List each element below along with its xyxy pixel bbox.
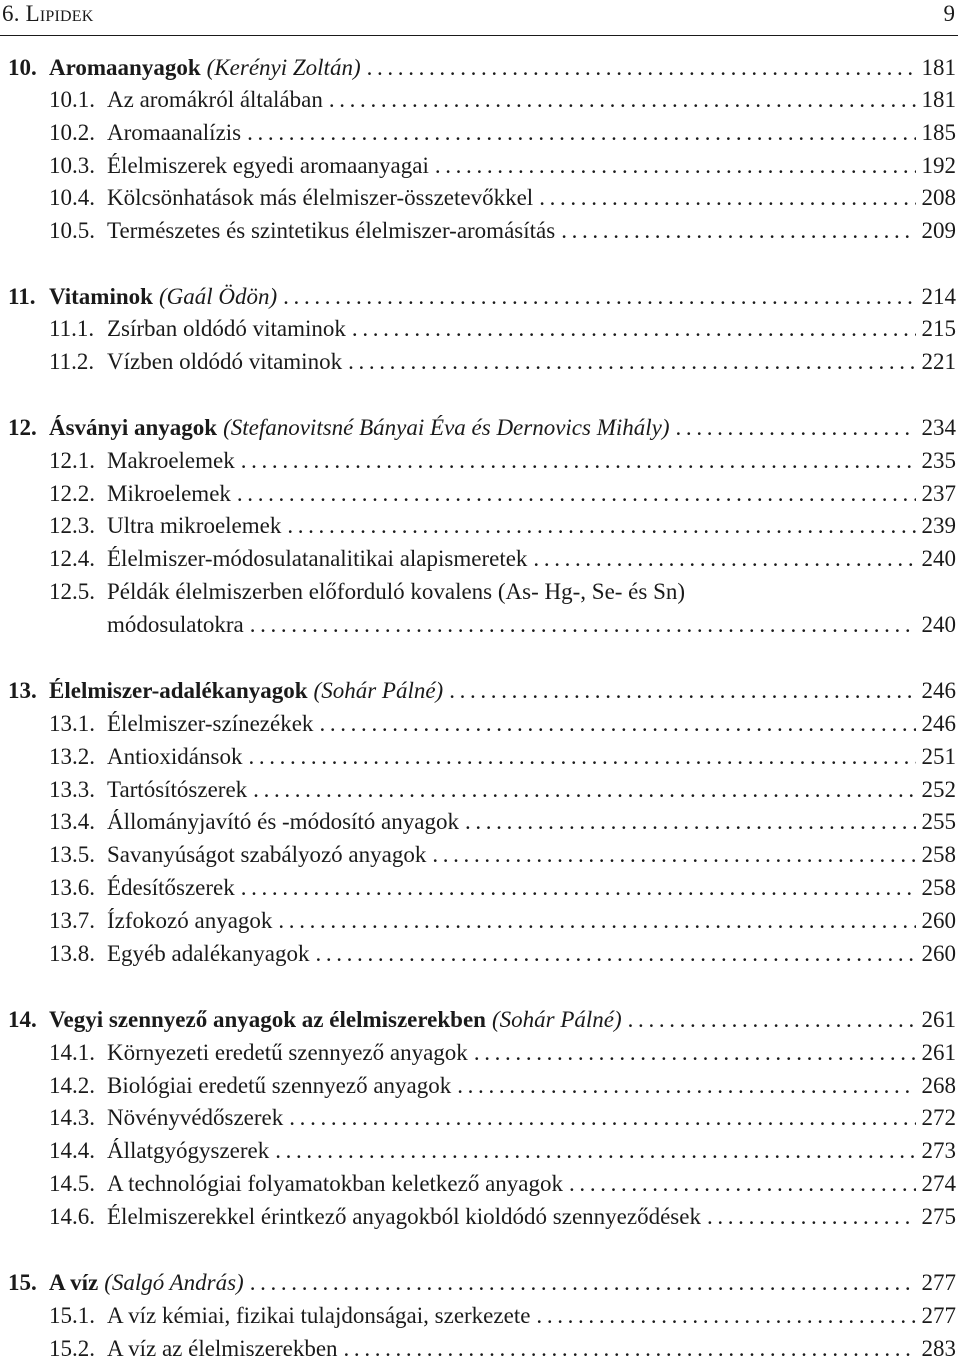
dot-leader: [247, 117, 916, 149]
toc-entry-page-number: 258: [921, 875, 956, 900]
toc-entry-page-number: 260: [921, 941, 956, 966]
toc-entry-page-number: 221: [921, 349, 956, 374]
toc-section-entry[interactable]: [49, 708, 956, 740]
toc-section-entry[interactable]: [49, 1037, 956, 1069]
toc-entry-page-number: 261: [921, 1007, 956, 1032]
toc-entry-title: Növényvédőszerek: [107, 1105, 284, 1130]
toc-entry-number: 14.3.: [49, 1105, 95, 1130]
toc-entry-title: Természetes és szintetikus élelmiszer-aromásítás: [107, 218, 556, 243]
toc-entry-title: Környezeti eredetű szennyező anyagok: [107, 1040, 468, 1065]
toc-entry-number: 14.2.: [49, 1073, 95, 1098]
toc-entry-title: Élelmiszerekkel érintkező anyagokból kioldódó szennyeződések: [107, 1204, 701, 1229]
toc-entry-number: 13.4.: [49, 809, 95, 834]
toc-entry-page-number: 273: [921, 1138, 956, 1163]
toc-entry-title: Állományjavító és -módosító anyagok: [107, 809, 459, 834]
toc-entry-title: Ízfokozó anyagok: [107, 908, 273, 933]
dot-leader: [237, 478, 916, 510]
toc-entry-page-number: 272: [921, 1105, 956, 1130]
toc-section-entry[interactable]: [49, 806, 956, 838]
toc-entry-page-number: 239: [921, 513, 956, 538]
toc-entry-title: Élelmiszer-színezékek: [107, 711, 314, 736]
toc-entry-title: A víz kémiai, fizikai tulajdonságai, szerkezete: [107, 1303, 531, 1328]
toc-entry-page-number: 209: [921, 218, 956, 243]
toc-entry-title: Ásványi anyagok: [49, 415, 218, 440]
toc-section-entry[interactable]: [49, 905, 956, 937]
dot-leader: [676, 412, 916, 444]
toc-entry-page-number: 258: [921, 842, 956, 867]
dot-leader: [465, 806, 916, 838]
toc-entry-title: Vegyi szennyező anyagok az élelmiszerekben: [49, 1007, 486, 1032]
toc-entry-number: 11.: [8, 284, 36, 309]
toc-chapter-entry[interactable]: [8, 281, 956, 313]
toc-entry-page-number: 246: [921, 711, 956, 736]
toc-chapter-entry[interactable]: [8, 675, 956, 707]
toc-entry-title: Állatgyógyszerek: [107, 1138, 270, 1163]
toc-section-entry[interactable]: [49, 346, 956, 378]
dot-leader: [367, 52, 916, 84]
toc-entry-page-number: 260: [921, 908, 956, 933]
toc-section-entry[interactable]: [49, 1168, 956, 1200]
toc-section-entry[interactable]: [49, 117, 956, 149]
toc-section-entry[interactable]: [49, 839, 956, 871]
toc-entry-number: 10.2.: [49, 120, 95, 145]
toc-entry-page-number: 234: [921, 415, 956, 440]
toc-entry-author: (Sohár Pálné): [313, 678, 444, 703]
toc-section-entry[interactable]: [49, 182, 956, 214]
dot-leader: [289, 1102, 916, 1134]
toc-section-entry[interactable]: [49, 872, 956, 904]
dot-leader: [536, 1300, 916, 1332]
toc-entry-number: 12.3.: [49, 513, 95, 538]
toc-section-entry[interactable]: [49, 1201, 956, 1233]
toc-section-entry[interactable]: [49, 1300, 956, 1332]
toc-entry-number: 12.1.: [49, 448, 95, 473]
toc-entry-number: 12.2.: [49, 481, 95, 506]
toc-entry-title: Aromaanalízis: [107, 120, 242, 145]
toc-entry-page-number: 277: [921, 1303, 956, 1328]
toc-entry-title: A víz: [49, 1270, 99, 1295]
toc-entry-page-number: 261: [921, 1040, 956, 1065]
toc-entry-title: Aromaanyagok: [49, 55, 201, 80]
toc-entry-page-number: 185: [921, 120, 956, 145]
dot-leader: [352, 313, 916, 345]
toc-entry-page-number: 208: [921, 185, 956, 210]
toc-section-entry[interactable]: [49, 543, 956, 575]
toc-entry-page-number: 255: [921, 809, 956, 834]
toc-entry-page-number: 215: [921, 316, 956, 341]
dot-leader: [533, 543, 916, 575]
dot-leader: [707, 1201, 916, 1233]
toc-entry-title: Élelmiszer-módosulatanalitikai alapismeretek: [107, 546, 528, 571]
dot-leader: [315, 938, 916, 970]
toc-entry-number: 10.5.: [49, 218, 95, 243]
toc-entry-page-number: 274: [921, 1171, 956, 1196]
toc-entry-title: Tartósítószerek: [107, 777, 248, 802]
dot-leader: [287, 510, 916, 542]
dot-leader: [344, 1333, 916, 1365]
toc-entry-page-number: 283: [921, 1336, 956, 1361]
toc-section-entry[interactable]: [49, 510, 956, 542]
toc-chapter-entry[interactable]: [8, 412, 956, 444]
running-head-label: 6. Lipidek: [2, 1, 94, 26]
dot-leader: [250, 1267, 916, 1299]
toc-entry-title: Egyéb adalékanyagok: [107, 941, 310, 966]
toc-entry-author: (Salgó András): [104, 1270, 244, 1295]
toc-entry-number: 12.5.: [49, 579, 95, 604]
toc-section-entry[interactable]: [49, 774, 956, 806]
dot-leader: [432, 839, 916, 871]
toc-entry-title: Makroelemek: [107, 448, 235, 473]
dot-leader: [539, 182, 916, 214]
toc-entry-title: Vitaminok: [49, 284, 153, 309]
toc-entry-number: 12.: [8, 415, 37, 440]
dot-leader: [561, 215, 916, 247]
toc-entry-number: 13.5.: [49, 842, 95, 867]
dot-leader: [278, 905, 916, 937]
toc-entry-number: 13.8.: [49, 941, 95, 966]
toc-entry-number: 15.2.: [49, 1336, 95, 1361]
toc-entry-title: módosulatokra: [107, 612, 244, 637]
toc-section-entry[interactable]: [49, 576, 956, 608]
toc-section-entry[interactable]: [49, 1102, 956, 1134]
dot-leader: [241, 445, 916, 477]
toc-entry-title: Édesítőszerek: [107, 875, 235, 900]
toc-section-entry[interactable]: [49, 150, 956, 182]
dot-leader: [457, 1070, 916, 1102]
toc-entry-number: 15.: [8, 1270, 37, 1295]
toc-entry-title: Biológiai eredetű szennyező anyagok: [107, 1073, 452, 1098]
running-head-page-number: 9: [943, 1, 955, 26]
toc-entry-page-number: 181: [921, 87, 956, 112]
dot-leader: [319, 708, 916, 740]
toc-entry-page-number: 275: [921, 1204, 956, 1229]
toc-section-entry[interactable]: [49, 84, 956, 116]
toc-entry-author: (Sohár Pálné): [491, 1007, 622, 1032]
toc-entry-number: 10.: [8, 55, 37, 80]
toc-entry-number: 13.2.: [49, 744, 95, 769]
toc-entry-number: 11.2.: [49, 349, 95, 374]
toc-entry-title: Élelmiszerek egyedi aromaanyagai: [107, 153, 429, 178]
toc-entry-page-number: 246: [921, 678, 956, 703]
toc-entry-number: 12.4.: [49, 546, 95, 571]
toc-entry-page-number: 214: [921, 284, 956, 309]
toc-entry-page-number: 192: [921, 153, 956, 178]
toc-section-entry[interactable]: [49, 1135, 956, 1167]
toc-entry-page-number: 277: [921, 1270, 956, 1295]
toc-entry-author: (Gaál Ödön): [158, 284, 278, 309]
dot-leader: [241, 872, 916, 904]
toc-entry-page-number: 268: [921, 1073, 956, 1098]
toc-entry-page-number: 252: [921, 777, 956, 802]
toc-entry-title: Élelmiszer-adalékanyagok: [49, 678, 308, 703]
toc-section-entry[interactable]: [107, 609, 956, 641]
toc-entry-number: 13.: [8, 678, 37, 703]
toc-entry-title: A víz az élelmiszerekben: [107, 1336, 338, 1361]
dot-leader: [283, 281, 916, 313]
toc-chapter-entry[interactable]: [8, 52, 956, 84]
toc-entry-number: 13.6.: [49, 875, 95, 900]
toc-chapter-entry[interactable]: [8, 1004, 956, 1036]
toc-entry-number: 10.1.: [49, 87, 95, 112]
toc-entry-number: 11.1.: [49, 316, 95, 341]
dot-leader: [329, 84, 916, 116]
toc-entry-number: 10.3.: [49, 153, 95, 178]
toc-entry-title: Ultra mikroelemek: [107, 513, 282, 538]
toc-entry-author: (Stefanovitsné Bányai Éva és Dernovics Mihály): [223, 415, 670, 440]
dot-leader: [253, 774, 916, 806]
dot-leader: [569, 1168, 916, 1200]
toc-entry-number: 14.4.: [49, 1138, 95, 1163]
dot-leader: [275, 1135, 916, 1167]
toc-entry-title: Kölcsönhatások más élelmiszer-összetevőkkel: [107, 185, 534, 210]
toc-entry-number: 14.: [8, 1007, 37, 1032]
toc-entry-number: 10.4.: [49, 185, 95, 210]
toc-section-entry[interactable]: [49, 445, 956, 477]
toc-entry-page-number: 240: [921, 612, 956, 637]
toc-entry-page-number: 240: [921, 546, 956, 571]
toc-section-entry[interactable]: [49, 215, 956, 247]
toc-entry-title: Mikroelemek: [107, 481, 231, 506]
toc-section-entry[interactable]: [49, 1333, 956, 1365]
toc-entry-number: 14.1.: [49, 1040, 95, 1065]
dot-leader: [248, 741, 916, 773]
toc-entry-title: Zsírban oldódó vitaminok: [107, 316, 346, 341]
toc-entry-number: 15.1.: [49, 1303, 95, 1328]
toc-entry-number: 14.6.: [49, 1204, 95, 1229]
toc-entry-title: Vízben oldódó vitaminok: [107, 349, 343, 374]
dot-leader: [474, 1037, 916, 1069]
toc-section-entry[interactable]: [49, 478, 956, 510]
toc-entry-number: 13.3.: [49, 777, 95, 802]
toc-entry-page-number: 235: [921, 448, 956, 473]
toc-entry-title: A technológiai folyamatokban keletkező anyagok: [107, 1171, 564, 1196]
toc-entry-page-number: 181: [921, 55, 956, 80]
toc-section-entry[interactable]: [49, 938, 956, 970]
toc-entry-page-number: 251: [921, 744, 956, 769]
dot-leader: [348, 346, 916, 378]
dot-leader: [435, 150, 916, 182]
toc-section-entry[interactable]: [49, 1070, 956, 1102]
toc-chapter-entry[interactable]: [8, 1267, 956, 1299]
dot-leader: [449, 675, 916, 707]
dot-leader: [250, 609, 916, 641]
toc-entry-number: 13.7.: [49, 908, 95, 933]
toc-entry-title: Példák élelmiszerben előforduló kovalens (As- Hg-, Se- és Sn): [107, 579, 686, 604]
toc-entry-title: Antioxidánsok: [107, 744, 243, 769]
dot-leader: [628, 1004, 916, 1036]
toc-entry-title: Az aromákról általában: [107, 87, 323, 112]
toc-section-entry[interactable]: [49, 313, 956, 345]
toc-entry-author: (Kerényi Zoltán): [206, 55, 361, 80]
toc-entry-page-number: 237: [921, 481, 956, 506]
toc-entry-number: 13.1.: [49, 711, 95, 736]
toc-entry-number: 14.5.: [49, 1171, 95, 1196]
toc-section-entry[interactable]: [49, 741, 956, 773]
toc-entry-title: Savanyúságot szabályozó anyagok: [107, 842, 427, 867]
